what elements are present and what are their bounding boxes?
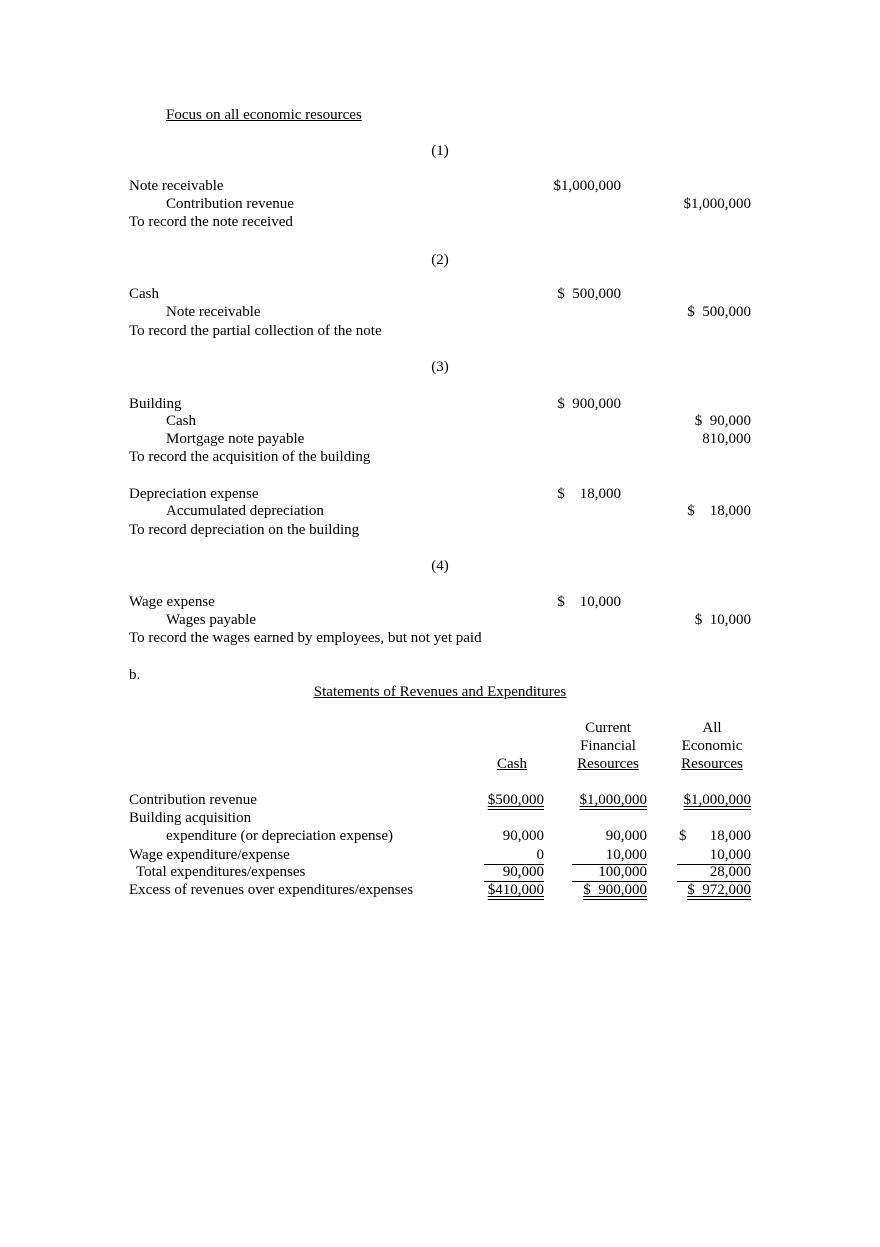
cfr-value: 10,000 <box>572 846 647 865</box>
entry-memo: To record the partial collection of the note <box>129 323 382 339</box>
debit-account: Cash <box>129 286 159 302</box>
debit-amount: $ 900,000 <box>557 396 621 412</box>
column-header-aer-line1: All <box>702 720 722 736</box>
entry-number: (4) <box>431 558 449 574</box>
aer-value: 18,000 <box>709 828 751 844</box>
credit-amount: $ 500,000 <box>687 304 751 320</box>
entry-number: (1) <box>431 143 449 159</box>
cash-value: 0 <box>484 846 544 865</box>
credit-amount: $ 10,000 <box>694 612 751 628</box>
section-heading: Focus on all economic resources <box>166 107 362 123</box>
entry-memo: To record the note received <box>129 214 293 230</box>
cfr-value: $ 900,000 <box>583 882 647 898</box>
credit-account: Cash <box>166 413 196 429</box>
entry-number: (3) <box>431 359 449 375</box>
column-header-cfr-line2: Financial <box>580 738 636 754</box>
column-header-cfr-line1: Current <box>585 720 631 736</box>
statement-title: Statements of Revenues and Expenditures <box>313 684 567 700</box>
column-header-cfr-line3: Resources <box>577 756 639 772</box>
credit-account: Accumulated depreciation <box>166 503 324 519</box>
aer-value: 10,000 <box>677 846 751 865</box>
row-label: Excess of revenues over expenditures/expenses <box>129 882 414 898</box>
debit-amount: $ 10,000 <box>557 594 621 610</box>
entry-memo: To record the acquisition of the building <box>129 449 371 465</box>
aer-value: 28,000 <box>677 863 751 882</box>
cash-value: $500,000 <box>487 792 544 808</box>
credit-account: Contribution revenue <box>166 196 294 212</box>
credit-account: Mortgage note payable <box>166 431 305 447</box>
cfr-value: 90,000 <box>605 828 647 844</box>
entry-memo: To record depreciation on the building <box>129 522 360 538</box>
column-header-aer-line2: Economic <box>681 738 743 754</box>
column-header-aer-line3: Resources <box>681 756 743 772</box>
debit-amount: $1,000,000 <box>553 178 621 194</box>
credit-amount: $1,000,000 <box>683 196 751 212</box>
row-label: Wage expenditure/expense <box>129 847 290 863</box>
debit-account: Building <box>129 396 182 412</box>
cash-value: 90,000 <box>484 863 544 882</box>
part-label: b. <box>129 667 141 683</box>
debit-account: Depreciation expense <box>129 486 259 502</box>
cash-value: $410,000 <box>487 882 544 898</box>
credit-amount: 810,000 <box>702 431 751 447</box>
cash-value: 90,000 <box>502 828 544 844</box>
row-label: Contribution revenue <box>129 792 257 808</box>
entry-memo: To record the wages earned by employees, but not yet paid <box>129 630 482 646</box>
credit-account: Note receivable <box>166 304 261 320</box>
column-header-cash: Cash <box>497 756 527 772</box>
debit-amount: $ 500,000 <box>557 286 621 302</box>
aer-value: $ 972,000 <box>687 882 751 898</box>
credit-amount: $ 18,000 <box>687 503 751 519</box>
aer-dollar-sign: $ <box>679 828 687 844</box>
credit-account: Wages payable <box>166 612 256 628</box>
debit-account: Wage expense <box>129 594 215 610</box>
aer-value: $1,000,000 <box>683 792 751 808</box>
row-label: Building acquisition <box>129 810 252 826</box>
entry-number: (2) <box>431 252 449 268</box>
row-label: Total expenditures/expenses <box>136 864 306 880</box>
row-label: expenditure (or depreciation expense) <box>166 828 393 844</box>
debit-amount: $ 18,000 <box>557 486 621 502</box>
credit-amount: $ 90,000 <box>694 413 751 429</box>
debit-account: Note receivable <box>129 178 224 194</box>
cfr-value: 100,000 <box>572 863 647 882</box>
cfr-value: $1,000,000 <box>579 792 647 808</box>
